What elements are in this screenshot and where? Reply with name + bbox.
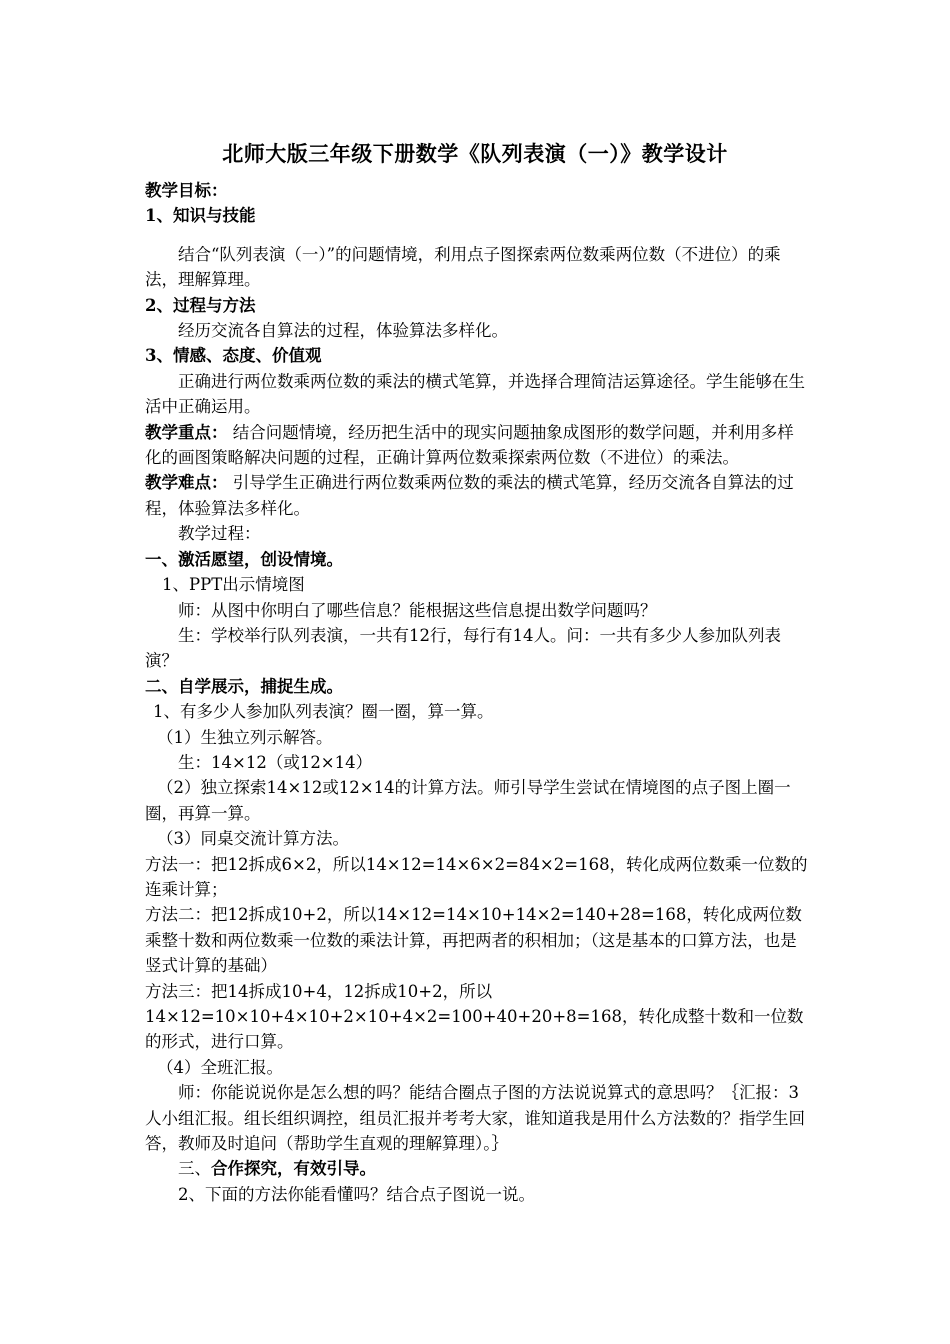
paragraph-step-2: （2）独立探索14×12或12×14的计算方法。师引导学生尝试在情境图的点子图上圈一圈，再算一算。 [145, 778, 791, 823]
section-heading-one: 一、激活愿望，创设情境。 [145, 549, 343, 569]
paragraph-key-points [145, 420, 810, 471]
heading-teaching-process: 教学过程： [178, 524, 261, 544]
subheading-emotion-attitude: 3、情感、态度、价值观 [145, 346, 322, 366]
paragraph-step-3: （3）同桌交流计算方法。 [157, 829, 349, 849]
paragraph-method-question: 2、下面的方法你能看懂吗？结合点子图说一说。 [178, 1184, 535, 1204]
document-title: 北师大版三年级下册数学《队列表演（一）》教学设计 [222, 141, 728, 166]
label-key-points: 教学重点： [145, 422, 228, 442]
label-difficulties: 教学难点： [145, 473, 228, 493]
paragraph-teacher-question-2: 师：你能说说你是怎么想的吗？能结合圈点子图的方法说说算式的意思吗？｛汇报：3人小组汇报。组长组织调控，组员汇报并考考大家，谁知道我是用什么方法数的？指学生回答，教师及时追问（帮助学生直观的理解算理）。｝ [145, 1083, 805, 1154]
section-heading-two: 二、自学展示，捕捉生成。 [145, 676, 343, 696]
paragraph-student-answer-1: 生：学校举行队列表演，一共有12行，每行有14人。问：一共有多少人参加队列表演？ [145, 625, 781, 671]
paragraph-step-4: （4）全班汇报。 [157, 1057, 283, 1077]
section-number-three: 三、 [178, 1159, 211, 1179]
paragraph-step-1: （1）生独立列示解答。 [157, 727, 333, 747]
subheading-knowledge-skills: 1、知识与技能 [145, 206, 256, 226]
paragraph-ppt-scene: 1、PPT出示情境图 [162, 575, 305, 595]
paragraph-method-two: 方法二：把12拆成10+2，所以14×12=14×10+14×2=140+28=168，转化成两位数乘整十数和两位数乘一位数的乘法计算，再把两者的积相加；（这是基本的口算方法，也是竖式计算的基础） [145, 905, 802, 976]
paragraph-process-method: 经历交流各自算法的过程，体验算法多样化。 [178, 321, 508, 341]
paragraph-student-formula: 生：14×12（或12×14） [178, 752, 373, 772]
section-heading-objectives: 教学目标： [145, 181, 228, 200]
paragraph-difficulties [145, 470, 810, 521]
subheading-process-method: 2、过程与方法 [145, 295, 256, 315]
paragraph-knowledge-skills: 结合“队列表演（一）”的问题情境，利用点子图探索两位数乘两位数（不进位）的乘法，理解算理。 [145, 244, 781, 290]
section-heading-three [145, 1156, 810, 1181]
paragraph-teacher-question-1: 师：从图中你明白了哪些信息？能根据这些信息提出数学问题吗？ [178, 600, 657, 620]
paragraph-method-three: 方法三：把14拆成10+4，12拆成10+2，所以14×12=10×10+4×10+2×10+4×2=100+40+20+8=168，转化成整十数和一位数的形式，进行口算。 [145, 981, 804, 1052]
paragraph-method-one: 方法一：把12拆成6×2，所以14×12=14×6×2=84×2=168，转化成两位数乘一位数的连乘计算； [145, 854, 808, 899]
text-difficulties: 引导学生正确进行两位数乘两位数的乘法的横式笔算，经历交流各自算法的过程，体验算法多样化。 [145, 473, 794, 518]
paragraph-question-count: 1、有多少人参加队列表演？圈一圈，算一算。 [153, 702, 494, 722]
paragraph-emotion-attitude: 正确进行两位数乘两位数的乘法的横式笔算，并选择合理简洁运算途径。学生能够在生活中正确运用。 [145, 371, 805, 417]
section-title-three: 合作探究，有效引导。 [211, 1159, 376, 1179]
text-key-points: 结合问题情境，经历把生活中的现实问题抽象成图形的数学问题，并利用多样化的画图策略解决问题的过程，正确计算两位数乘探索两位数（不进位）的乘法。 [145, 422, 794, 468]
document-body [145, 178, 810, 1207]
